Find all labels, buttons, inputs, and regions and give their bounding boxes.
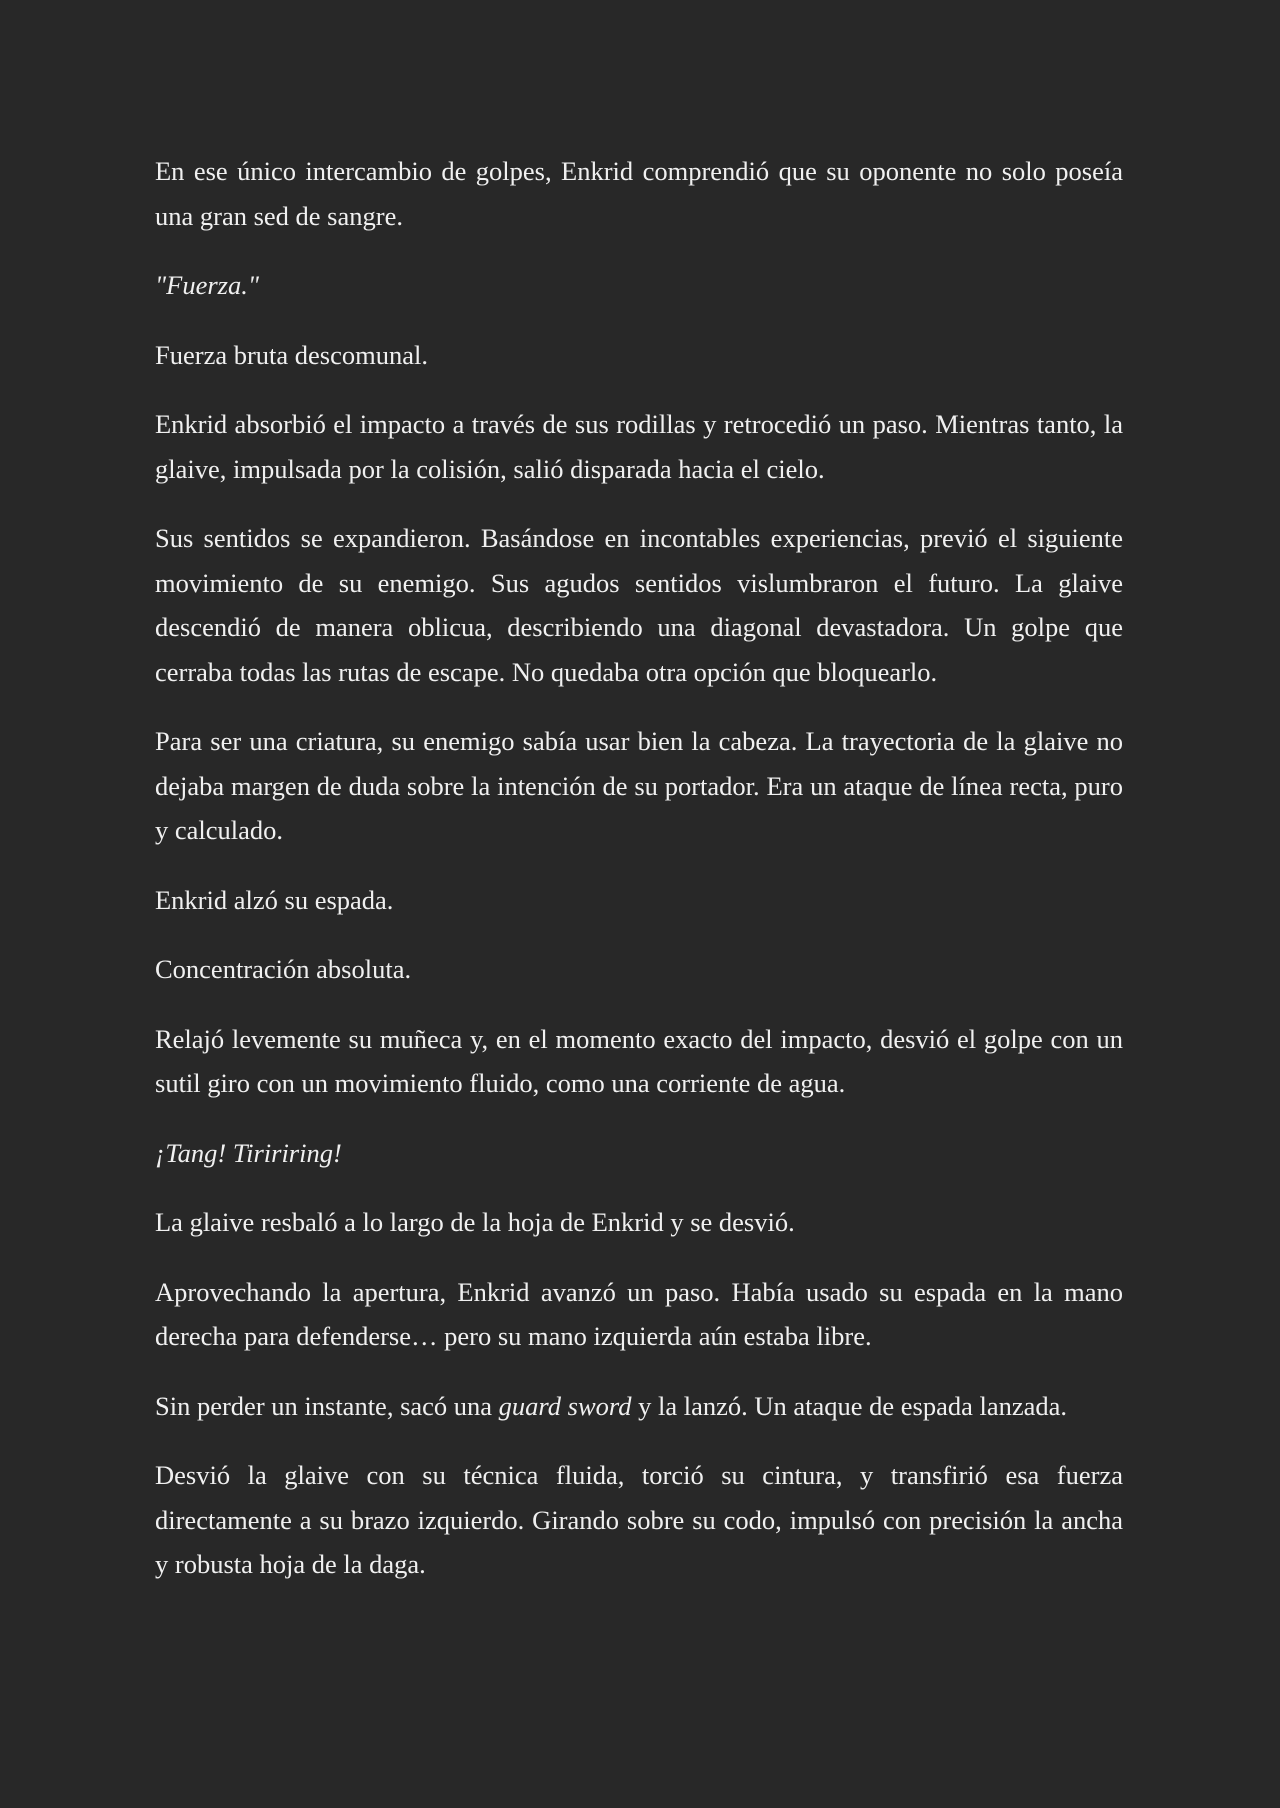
paragraph [155,1384,1123,1429]
paragraph-segment: y la lanzó. Un ataque de espada lanzada. [631,1390,1068,1421]
italic-dialogue: "Fuerza." [155,270,259,300]
paragraph: Enkrid alzó su espada. [155,884,394,915]
paragraph-segment: Sin perder un instante, sacó una [155,1390,499,1421]
paragraph: Para ser una criatura, su enemigo sabía usar bien la cabeza. La trayectoria de la glaive no dejaba margen de duda sobre la intención de su portador. Era un ataque de línea recta, puro y calculado. [155,726,1123,845]
paragraph: Desvió la glaive con su técnica fluida, torció su cintura, y transfirió esa fuerza directamente a su brazo izquierdo. Girando sobre su codo, impulsó con precisión la ancha y robusta hoja de la daga. [155,1460,1123,1579]
paragraph: Concentración absoluta. [155,954,412,984]
paragraph: En ese único intercambio de golpes, Enkrid comprendió que su oponente no solo poseía una gran sed de sangre. [155,156,1123,231]
paragraph: Enkrid absorbió el impacto a través de sus rodillas y retrocedió un paso. Mientras tanto, la glaive, impulsada por la colisión, salió disparada hacia el cielo. [155,409,1123,484]
chapter-text [155,149,1123,1587]
paragraph: Aprovechando la apertura, Enkrid avanzó un paso. Había usado su espada en la mano derecha para defenderse… pero su mano izquierda aún estaba libre. [155,1276,1123,1351]
paragraph [155,1131,1123,1176]
paragraph: La glaive resbaló a lo largo de la hoja de Enkrid y se desvió. [155,1207,795,1237]
paragraph [155,263,1123,308]
paragraph: Relajó levemente su muñeca y, en el momento exacto del impacto, desvió el golpe con un sutil giro con un movimiento fluido, como una corriente de agua. [155,1023,1123,1098]
italic-term: guard sword [498,1390,632,1421]
paragraph: Fuerza bruta descomunal. [155,339,428,370]
italic-sound-effect: ¡Tang! Tiririring! [155,1137,342,1168]
paragraph: Sus sentidos se expandieron. Basándose en incontables experiencias, previó el siguiente movimiento de su enemigo. Sus agudos sentidos vislumbraron el futuro. La glaive descendió de manera oblicua, describiendo una diagonal devastadora. Un golpe que cerraba todas las rutas de escape. No quedaba otra opción que bloquearlo. [155,523,1123,687]
